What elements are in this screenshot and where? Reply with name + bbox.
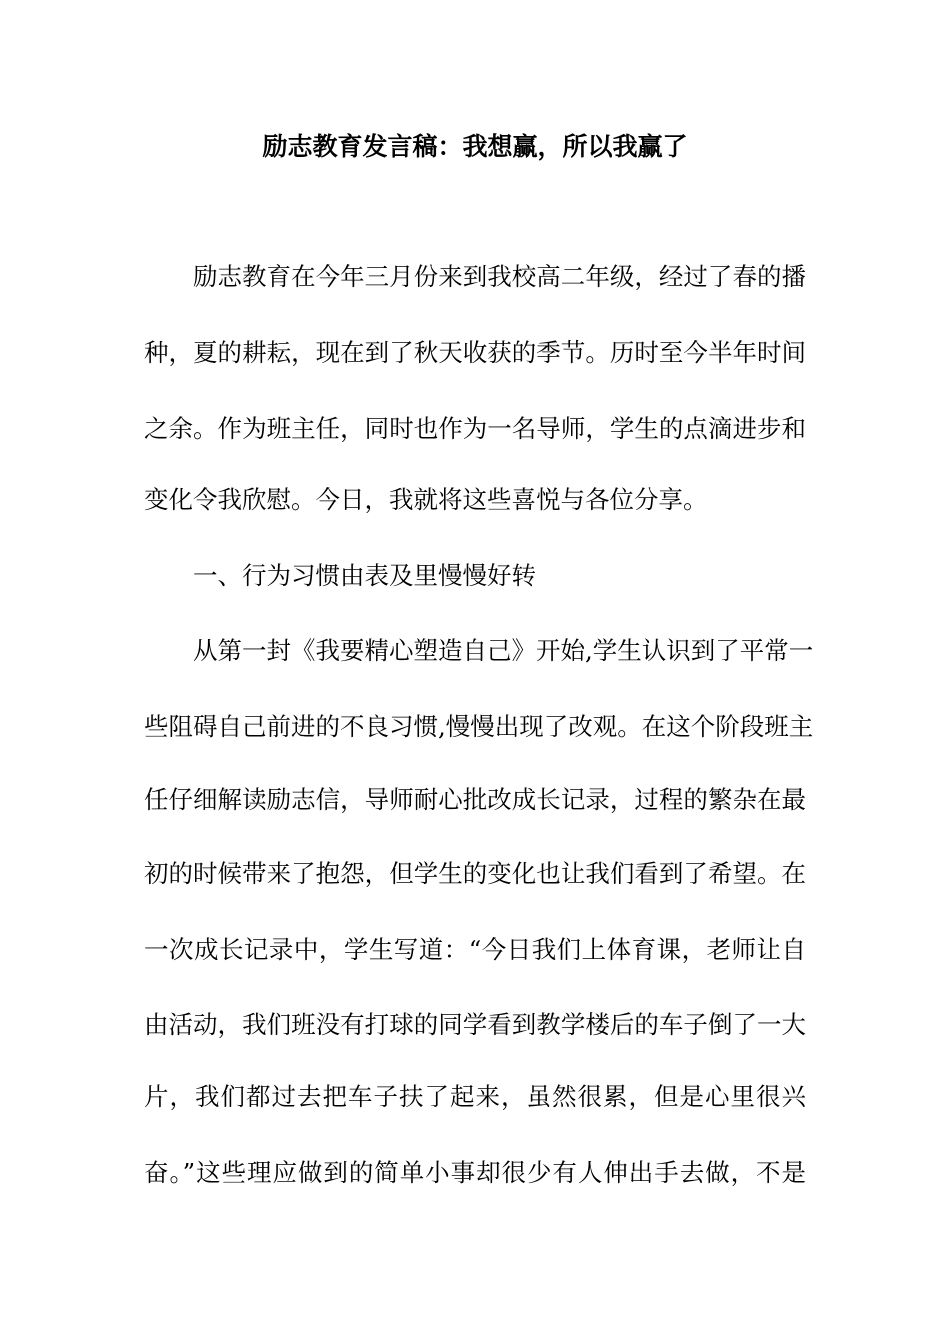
paragraph-line: 从第一封《我要精心塑造自己》开始,学生认识到了平常一 (193, 636, 814, 665)
paragraph-line: 由活动，我们班没有打球的同学看到教学楼后的车子倒了一大 (144, 1010, 806, 1039)
paragraph-line: 片，我们都过去把车子扶了起来，虽然很累，但是心里很兴 (144, 1082, 806, 1111)
section-heading: 一、行为习惯由表及里慢慢好转 (193, 561, 536, 590)
paragraph-line: 励志教育在今年三月份来到我校高二年级，经过了春的播 (193, 262, 806, 291)
paragraph-line: 奋。”这些理应做到的简单小事却很少有人伸出手去做，不是 (144, 1158, 806, 1187)
paragraph-line: 之余。作为班主任，同时也作为一名导师，学生的点滴进步和 (144, 414, 806, 443)
paragraph-line: 任仔细解读励志信，导师耐心批改成长记录，过程的繁杂在最 (144, 785, 806, 814)
paragraph-line: 些阻碍自己前进的不良习惯,慢慢出现了改观。在这个阶段班主 (144, 712, 814, 741)
paragraph-line: 一次成长记录中，学生写道：“今日我们上体育课，老师让自 (144, 935, 806, 964)
paragraph-line: 种，夏的耕耘，现在到了秋天收获的季节。历时至今半年时间 (144, 338, 806, 367)
paragraph-line: 初的时候带来了抱怨，但学生的变化也让我们看到了希望。在 (144, 859, 806, 888)
paragraph-line: 变化令我欣慰。今日，我就将这些喜悦与各位分享。 (144, 485, 708, 514)
document-title: 励志教育发言稿：我想赢，所以我赢了 (262, 132, 688, 161)
